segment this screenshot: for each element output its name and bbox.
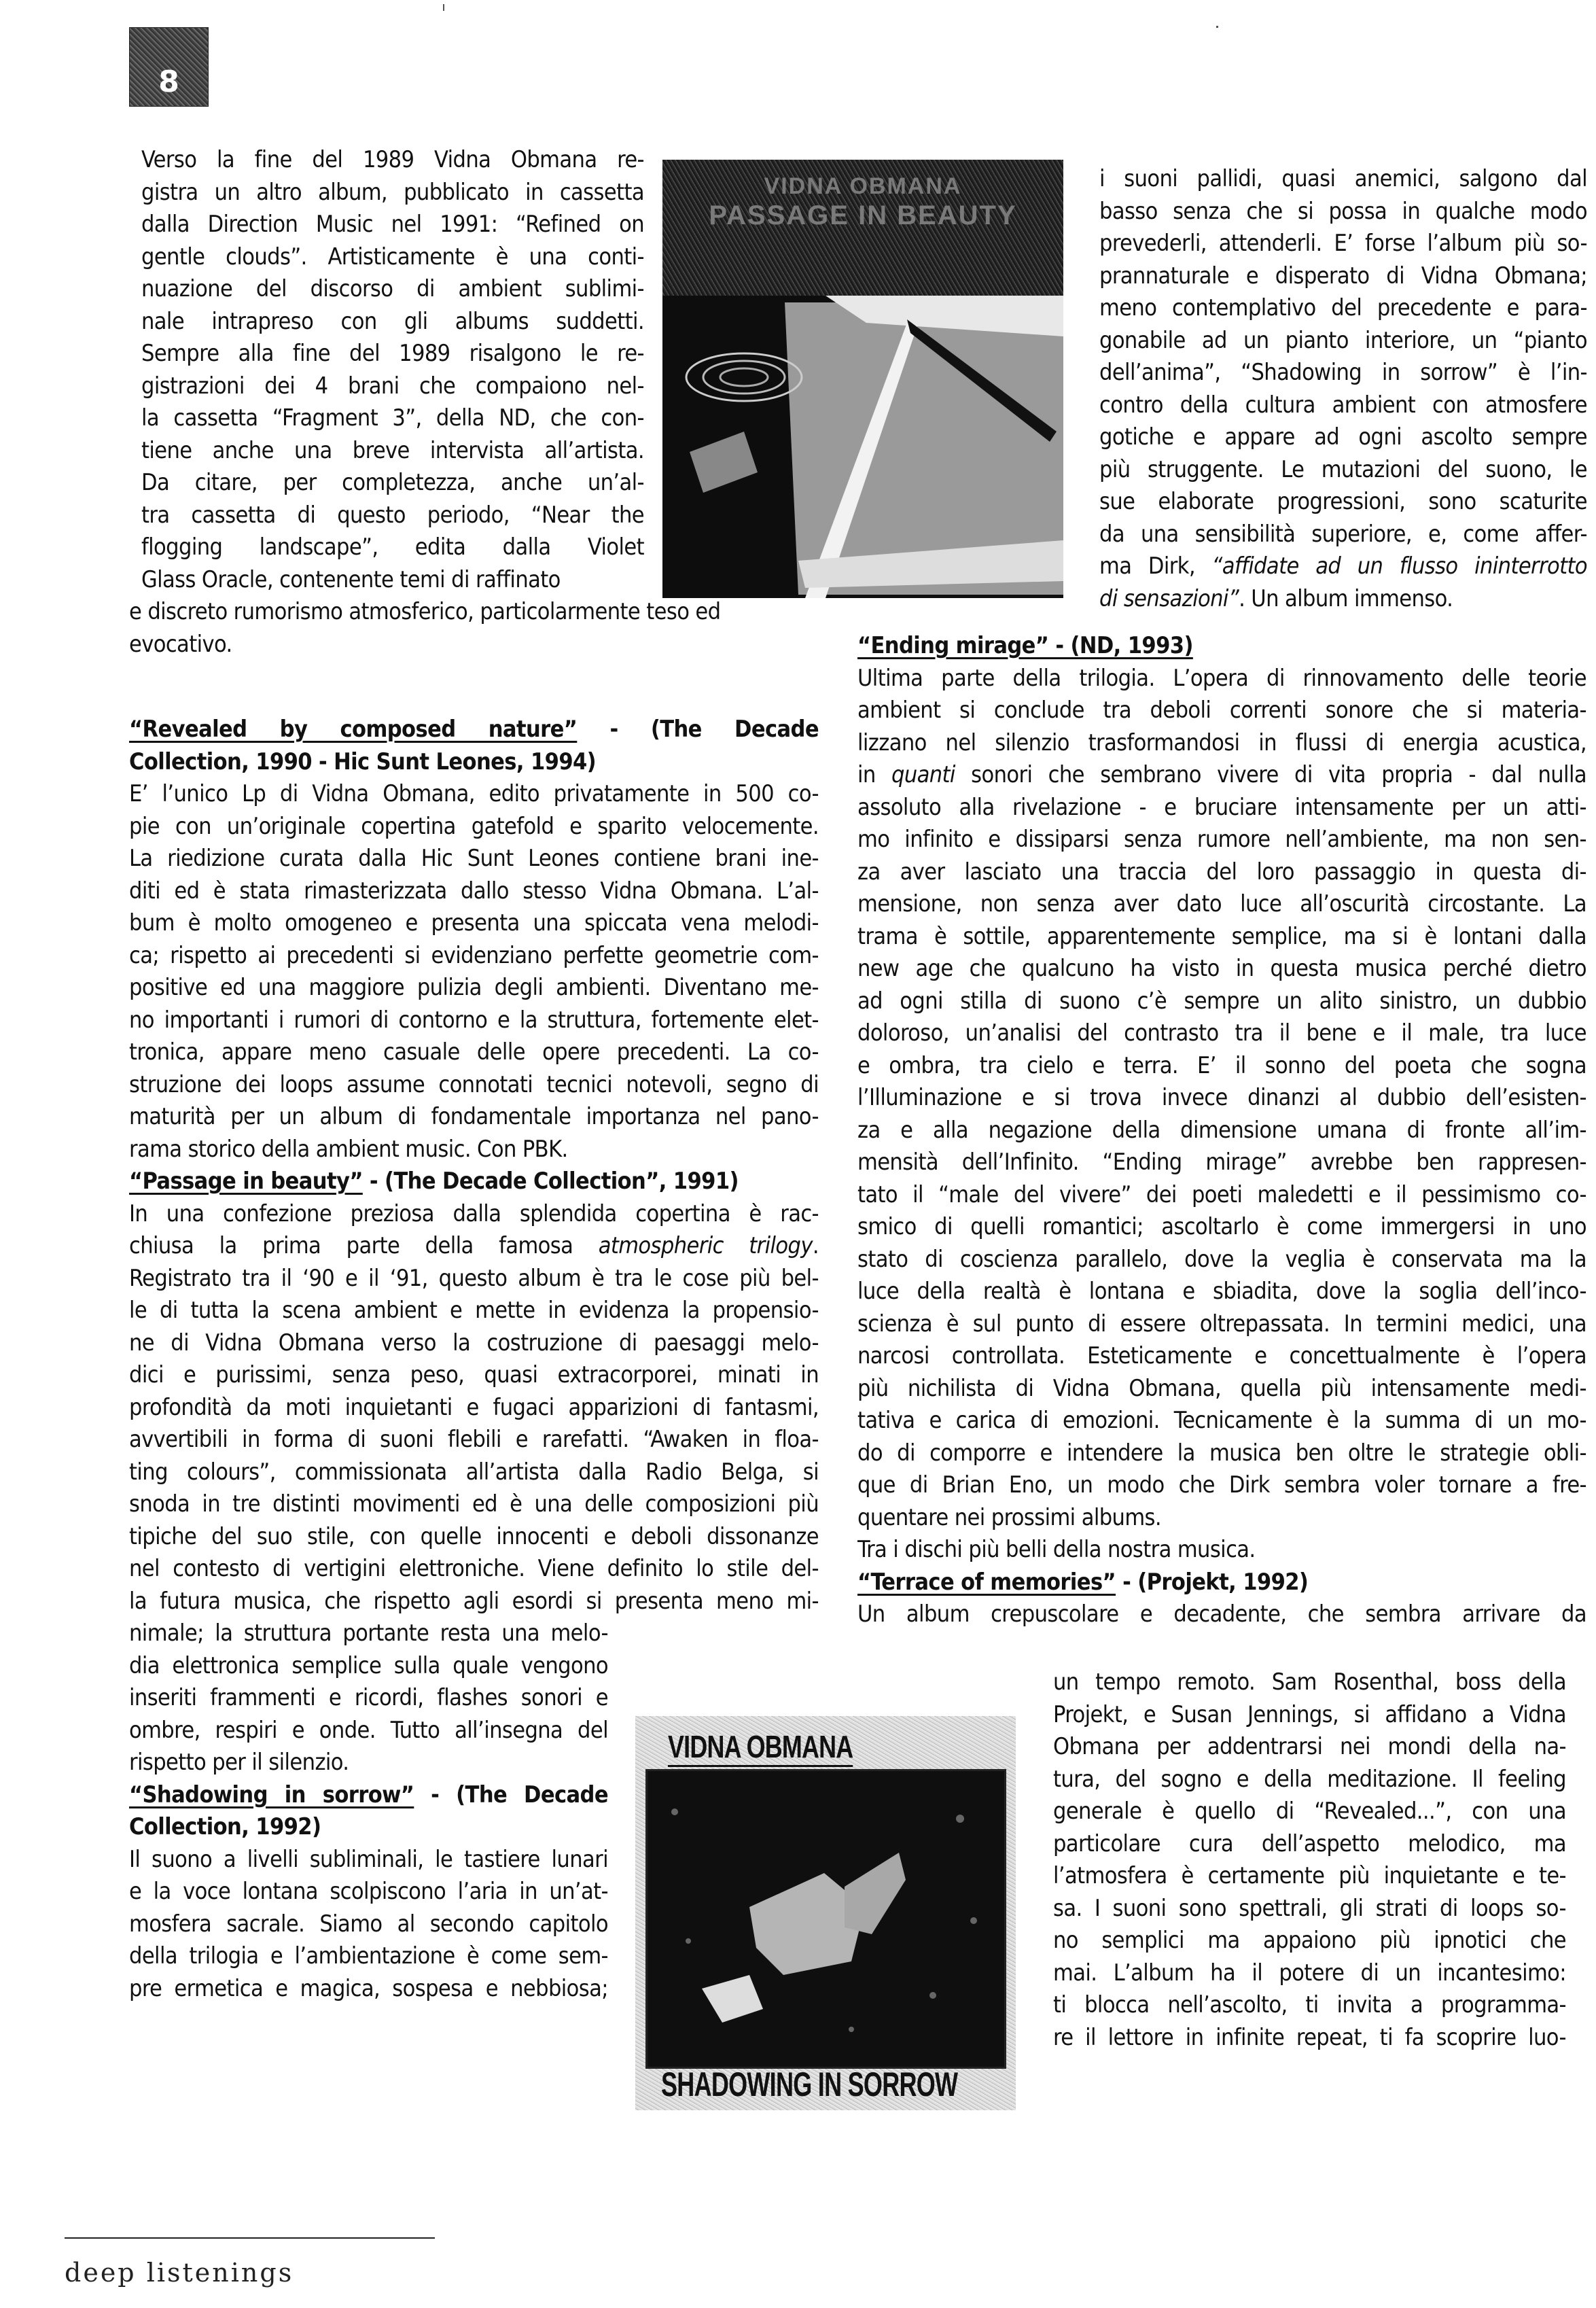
text-line: In una confezione preziosa dalla splendida copertina è rac- xyxy=(129,1200,819,1227)
scan-mark xyxy=(443,4,444,11)
section-heading-terrace xyxy=(857,1567,1586,1599)
text-line: Il suono a livelli subliminali, le tastiere lunari xyxy=(129,1845,608,1873)
text-run: quanti xyxy=(891,761,955,788)
text-line: i suoni pallidi, quasi anemici, salgono dal xyxy=(1099,165,1587,192)
text-line: ambient si conclude tra deboli correnti sonore che si materia- xyxy=(857,697,1586,724)
text-line: un tempo remoto. Sam Rosenthal, boss della xyxy=(1053,1668,1566,1696)
text-line: flogging landscape”, edita dalla Violet xyxy=(141,534,644,561)
text-line: gotiche e appare ad ogni ascolto sempre xyxy=(1099,423,1587,451)
text-line: tato il “male del vivere” dei poeti maledetti e il pessimismo co- xyxy=(857,1181,1586,1208)
text-line: luce della realtà è lontana e sbiadita, dove la soglia dell’inco- xyxy=(857,1278,1586,1305)
scan-mark xyxy=(1216,26,1218,28)
text-line: ad ogni stilla di suono c’è sempre un alito sinistro, un dubbio xyxy=(857,987,1586,1015)
cover-title: SHADOWING IN SORROW xyxy=(661,2065,958,2103)
text-line: profondità da moti inquietanti e fugaci apparizioni di fantasmi, xyxy=(129,1393,819,1421)
text-line: prannaturale e disperato di Vidna Obmana; xyxy=(1099,262,1587,290)
text-line: mo infinito e dissiparsi senza rumore nell’ambiente, ma non sen- xyxy=(857,826,1586,853)
terrace-review-continued xyxy=(1053,1666,1566,2054)
text-line: inseriti frammenti e ricordi, flashes sonori e xyxy=(129,1684,608,1711)
text-line: mosfera sacrale. Siamo al secondo capitolo xyxy=(129,1910,608,1938)
text-line: della trilogia e l’ambientazione è come sem- xyxy=(129,1942,608,1970)
text-line: Obmana per addentrarsi nei mondi della na- xyxy=(1053,1733,1566,1760)
text-line: smico di quelli romantici; ascoltarlo è come immergersi in uno xyxy=(857,1213,1586,1240)
text-line: trama è sottile, apparentemente semplice, ma si è lontani dalla xyxy=(857,922,1586,950)
text-line xyxy=(1099,550,1587,583)
text-line: nel contesto di vertigini elettroniche. Viene definito lo stile del- xyxy=(129,1555,819,1582)
text-line: assoluto alla rivelazione - e bruciare intensamente per un atti- xyxy=(857,793,1586,821)
text-line: Tra i dischi più belli della nostra musica. xyxy=(857,1536,1256,1563)
album-cover-passage-in-beauty xyxy=(662,160,1063,598)
text-run: . xyxy=(812,1232,819,1259)
section-heading-passage xyxy=(129,1166,819,1198)
text-line: stato di coscienza parallelo, dove la veglia è conservata ma la xyxy=(857,1245,1586,1273)
text-line: Sempre alla fine del 1989 risalgono le re- xyxy=(141,340,644,367)
text-line: maturità per un album di fondamentale importanza nel pano- xyxy=(129,1103,819,1130)
text-line: sa. I suoni sono spettrali, gli strati di loops so- xyxy=(1053,1894,1566,1922)
text-line: avvertibili in forma di suoni flebili e rarefatti. “Awaken in floa- xyxy=(129,1426,819,1453)
text-line: mensione, non senza aver dato luce all’oscurità circostante. La xyxy=(857,890,1586,917)
text-line: dell’anima”, “Shadowing in sorrow” è l’in- xyxy=(1099,359,1587,386)
text-run: ma Dirk, xyxy=(1099,553,1212,580)
album-title: “Passage in beauty” xyxy=(129,1168,363,1195)
text-line: dalla Direction Music nel 1991: “Refined on xyxy=(141,211,644,238)
text-line: re il lettore in infinite repeat, ti fa scoprire luo- xyxy=(1053,2023,1566,2051)
text-line xyxy=(1099,583,1587,616)
text-line: no semplici ma appaiono più ipnotici che xyxy=(1053,1927,1566,1954)
right-column xyxy=(857,630,1586,1631)
text-line: E’ l’unico Lp di Vidna Obmana, edito privatamente in 500 co- xyxy=(129,780,819,807)
text-line: la cassetta “Fragment 3”, della ND, che con- xyxy=(141,404,644,432)
text-line: ti blocca nell’ascolto, ti invita a programma- xyxy=(1053,1991,1566,2018)
text-line: Un album crepuscolare e decadente, che sembra arrivare da xyxy=(857,1601,1586,1628)
text-line: tronica, appare meno casuale delle opere precedenti. La co- xyxy=(129,1038,819,1066)
text-line: Da citare, per completezza, anche un’al- xyxy=(141,469,644,496)
text-line: positive ed una maggiore pulizia degli ambienti. Diventano me- xyxy=(129,974,819,1001)
shadowing-review-continued xyxy=(1099,163,1587,615)
cover-photo-art xyxy=(662,296,1063,598)
album-title: “Shadowing in sorrow” xyxy=(129,1781,414,1808)
text-run: atmospheric trilogy xyxy=(598,1232,813,1259)
text-run: chiusa la prima parte della famosa xyxy=(129,1232,599,1259)
text-line: Verso la fine del 1989 Vidna Obmana re- xyxy=(141,146,644,173)
cover-photo-art xyxy=(648,1771,1004,2067)
text-line: bum è molto omogeneo e presenta una spiccata vena melodi- xyxy=(129,909,819,937)
text-line: diti ed è stata rimasterizzata dallo stesso Vidna Obmana. L’al- xyxy=(129,877,819,905)
magazine-name: deep listenings xyxy=(65,2258,294,2288)
text-line: no importanti i rumori di contorno e la struttura, fortemente elet- xyxy=(129,1006,819,1034)
text-line: generale è quello di “Revealed...”, con una xyxy=(1053,1798,1566,1825)
text-run: . Un album immenso. xyxy=(1239,584,1453,612)
shadowing-review xyxy=(129,1779,608,2006)
text-line: prevederli, attenderli. E’ forse l’album più so- xyxy=(1099,230,1587,257)
text-line: ting colours”, commissionata all’artista dalla Radio Belga, si xyxy=(129,1458,819,1486)
text-line: La riedizione curata dalla Hic Sunt Leones contiene brani ine- xyxy=(129,845,819,872)
cover-title: PASSAGE IN BEAUTY xyxy=(709,200,1017,230)
text-line: tiene anche una breve intervista all’artista. xyxy=(141,436,644,464)
intro-paragraph xyxy=(141,144,644,596)
text-run: in xyxy=(857,761,891,788)
album-label-year: - (The Decade xyxy=(577,716,819,743)
text-line: tra cassetta di questo periodo, “Near the xyxy=(141,501,644,529)
text-line: snoda in tre distinti movimenti ed è una delle composizioni più xyxy=(129,1490,819,1518)
text-line: contro della cultura ambient con atmosfere xyxy=(1099,391,1587,419)
section-heading-revealed xyxy=(129,714,819,746)
text-line: e discreto rumorismo atmosferico, particolarmente teso ed xyxy=(129,598,721,625)
text-line: za aver lasciato una traccia del loro passaggio in questa di- xyxy=(857,858,1586,886)
section-heading-shadowing-cont: Collection, 1992) xyxy=(129,1813,321,1840)
text-line: quentare nei prossimi albums. xyxy=(857,1503,1161,1531)
text-line: new age che qualcuno ha visto in questa musica perché dietro xyxy=(857,955,1586,982)
text-line: più struggente. Le mutazioni del suono, le xyxy=(1099,455,1587,483)
text-line: ca; rispetto ai precedenti si evidenziano perfette geometrie com- xyxy=(129,941,819,969)
text-line: rama storico della ambient music. Con PBK. xyxy=(129,1135,568,1163)
text-line: e ombra, tra cielo e terra. E’ il sonno del poeta che sogna xyxy=(857,1051,1586,1079)
text-line: za e alla negazione della dimensione umana di fronte all’im- xyxy=(857,1116,1586,1144)
text-line: meno contemplativo del precedente e para- xyxy=(1099,294,1587,321)
cover-title-band xyxy=(662,160,1063,296)
text-line: dici e purissimi, senza peso, quasi extracorporei, minati in xyxy=(129,1361,819,1388)
text-line: la futura musica, che rispetto agli esordi si presenta meno mi- xyxy=(129,1587,819,1615)
album-label-year: - (The Decade xyxy=(414,1781,608,1808)
text-line: doloroso, un’analisi del contrasto tra il bene e il male, tra luce xyxy=(857,1019,1586,1047)
intro-paragraph-continued xyxy=(129,596,839,661)
text-line: tipiche del suo stile, con quelle innocenti e deboli dissonanze xyxy=(129,1522,819,1550)
album-title: “Revealed by composed nature” xyxy=(129,716,578,743)
text-line: dia elettronica semplice sulla quale vengono xyxy=(129,1651,608,1679)
text-run: di sensazioni” xyxy=(1099,584,1239,612)
text-line xyxy=(857,759,1586,792)
album-title: “Terrace of memories” xyxy=(857,1568,1116,1596)
text-run: sonori che sembrano vivere di vita propria - dal nulla xyxy=(955,761,1586,788)
text-line: do di comporre e intendere la musica ben oltre le strategie obli- xyxy=(857,1439,1586,1467)
text-line: que di Brian Eno, un modo che Dirk sembra voler tornare a fre- xyxy=(857,1471,1586,1499)
text-line: ne di Vidna Obmana verso la costruzione di paesaggi melo- xyxy=(129,1329,819,1357)
text-line: Glass Oracle, contenente temi di raffinato xyxy=(141,565,561,593)
cover-artist: VIDNA OBMANA xyxy=(764,173,962,199)
text-line: tativa e carica di emozioni. Tecnicamente è la summa di un mo- xyxy=(857,1407,1586,1434)
text-line: pre ermetica e magica, sospesa e nebbiosa; xyxy=(129,1974,608,2002)
album-cover-shadowing-in-sorrow xyxy=(635,1716,1016,2110)
section-heading-revealed-cont: Collection, 1990 - Hic Sunt Leones, 1994) xyxy=(129,748,597,775)
text-line: nale intrapreso con gli albums suddetti. xyxy=(141,307,644,335)
text-line: mensità dell’Infinito. “Ending mirage” avrebbe ben rappresen- xyxy=(857,1149,1586,1176)
text-line: l’atmosfera è certamente più inquietante e te- xyxy=(1053,1862,1566,1889)
page-number-box xyxy=(129,27,209,107)
text-line: gentle clouds”. Artisticamente è una conti- xyxy=(141,243,644,270)
text-line: l’Illuminazione e si trova invece dinanzi al dubbio dell’esisten- xyxy=(857,1084,1586,1111)
text-line: pie con un’originale copertina gatefold e sparito velocemente. xyxy=(129,812,819,840)
text-line: gistrazioni dei 4 brani che compaiono nel- xyxy=(141,372,644,400)
text-line: sue elaborate progressioni, sono scaturite xyxy=(1099,488,1587,515)
text-line: Registrato tra il ‘90 e il ‘91, questo album è tra le cose più bel- xyxy=(129,1264,819,1292)
text-line: più nichilista di Vidna Obmana, quella più intensamente medi- xyxy=(857,1374,1586,1402)
text-line: nimale; la struttura portante resta una melo- xyxy=(129,1620,608,1647)
footer-rule xyxy=(65,2237,435,2239)
text-line: e la voce lontana scolpiscono l’aria in un’at- xyxy=(129,1878,608,1905)
text-line: basso senza che si possa in qualche modo xyxy=(1099,197,1587,225)
text-line: tura, del sogno e della meditazione. Il feeling xyxy=(1053,1765,1566,1793)
section-heading-shadowing xyxy=(129,1779,608,1812)
text-line: da una sensibilità superiore, e, come affer- xyxy=(1099,520,1587,548)
cover-photo xyxy=(645,1769,1006,2069)
page-number: 8 xyxy=(158,65,179,99)
album-label-year: - (The Decade Collection”, 1991) xyxy=(362,1168,739,1195)
album-title: “Ending mirage” - (ND, 1993) xyxy=(857,632,1193,659)
text-line: mai. L’album ha il potere di un incantesimo: xyxy=(1053,1959,1566,1987)
cover-artist: VIDNA OBMANA xyxy=(668,1728,853,1767)
text-line: rispetto per il silenzio. xyxy=(129,1749,349,1776)
passage-review-narrow xyxy=(129,1618,608,1779)
text-line xyxy=(129,1230,819,1263)
text-line: gonabile ad un pianto interiore, un “pianto xyxy=(1099,326,1587,354)
text-line: nuazione del discorso di ambient sublimi- xyxy=(141,275,644,302)
text-line: Ultima parte della trilogia. L’opera di rinnovamento delle teorie xyxy=(857,664,1586,692)
album-label-year: - (Projekt, 1992) xyxy=(1116,1568,1309,1596)
text-line: ombre, respiri e onde. Tutto all’insegna del xyxy=(129,1716,608,1744)
text-line: particolare cura dell’aspetto melodico, ma xyxy=(1053,1830,1566,1857)
text-line: scienza è sul punto di essere oltrepassata. In termini medici, una xyxy=(857,1310,1586,1337)
cover-photo xyxy=(662,296,1063,598)
section-heading-ending xyxy=(857,630,1586,663)
text-line: evocativo. xyxy=(129,630,232,658)
text-line: narcosi controllata. Esteticamente e concettualmente è l’opera xyxy=(857,1342,1586,1369)
text-run: “affidate ad un flusso ininterrotto xyxy=(1211,553,1587,580)
text-line: struzione dei loops assume connotati tecnici notevoli, segno di xyxy=(129,1070,819,1098)
text-line: lizzano nel silenzio trasformandosi in flussi di energia acustica, xyxy=(857,729,1586,756)
text-line: Projekt, e Susan Jennings, si affidano a Vidna xyxy=(1053,1700,1566,1728)
text-line: gistra un altro album, pubblicato in cassetta xyxy=(141,178,644,206)
text-line: le di tutta la scena ambient e mette in evidenza la propensio- xyxy=(129,1297,819,1324)
